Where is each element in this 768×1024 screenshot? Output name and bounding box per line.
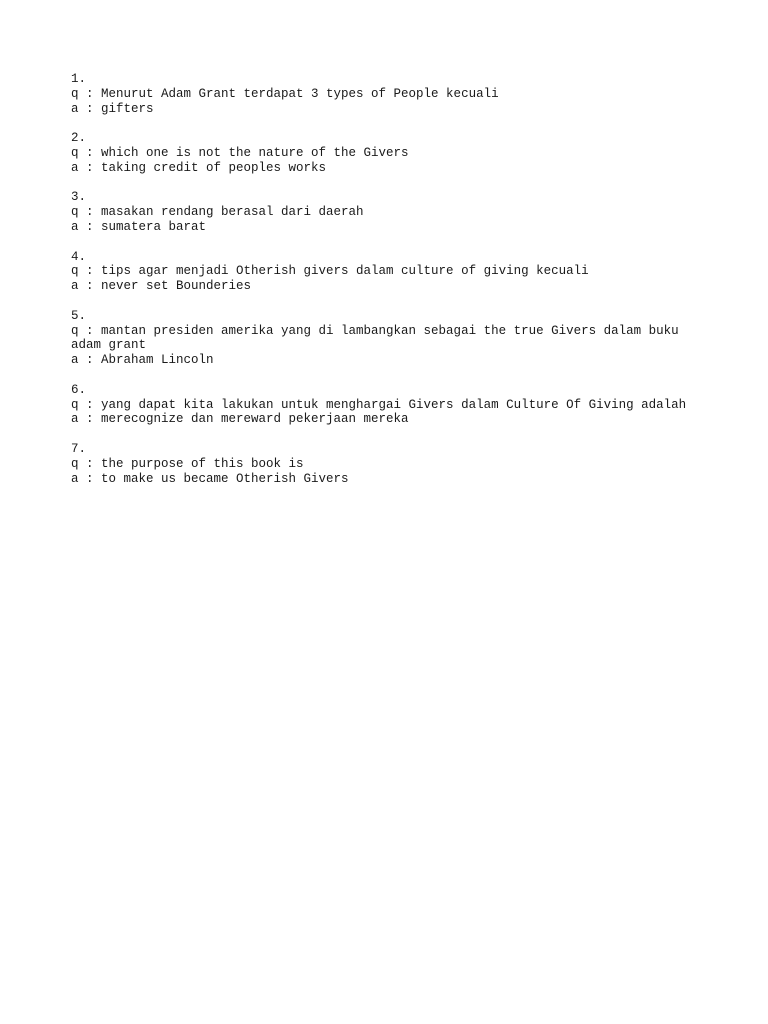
item-number: 4. (71, 249, 87, 264)
question-text: q : tips agar menjadi Otherish givers dalam culture of giving kecuali (71, 264, 589, 279)
qa-item-7 (71, 442, 711, 486)
answer-text: a : Abraham Lincoln (71, 353, 214, 368)
answer-text: a : taking credit of peoples works (71, 160, 327, 175)
question-text: q : mantan presiden amerika yang di lambangkan sebagai the true Givers dalam buku adam grant (71, 323, 687, 353)
qa-item-6 (71, 383, 711, 427)
item-number: 1. (71, 72, 87, 86)
answer-text: a : merecognize dan mereward pekerjaan mereka (71, 412, 409, 427)
answer-text: a : sumatera barat (71, 219, 207, 234)
question-text: q : which one is not the nature of the Givers (71, 145, 409, 160)
answer-text: a : to make us became Otherish Givers (71, 471, 349, 486)
document-page (71, 72, 711, 501)
answer-text: a : gifters (71, 101, 154, 116)
item-number: 6. (71, 382, 87, 397)
answer-text: a : never set Bounderies (71, 279, 252, 294)
question-text: q : masakan rendang berasal dari daerah (71, 205, 364, 220)
qa-item-4 (71, 250, 711, 294)
item-number: 3. (71, 190, 87, 205)
qa-item-2 (71, 131, 711, 175)
question-text: q : the purpose of this book is (71, 456, 304, 471)
qa-item-5 (71, 309, 711, 368)
qa-item-3 (71, 190, 711, 234)
item-number: 7. (71, 441, 87, 456)
item-number: 2. (71, 131, 87, 146)
item-number: 5. (71, 308, 87, 323)
question-text: q : yang dapat kita lakukan untuk menghargai Givers dalam Culture Of Giving adalah (71, 397, 687, 412)
question-text: q : Menurut Adam Grant terdapat 3 types of People kecuali (71, 86, 499, 101)
qa-item-1 (71, 72, 711, 116)
